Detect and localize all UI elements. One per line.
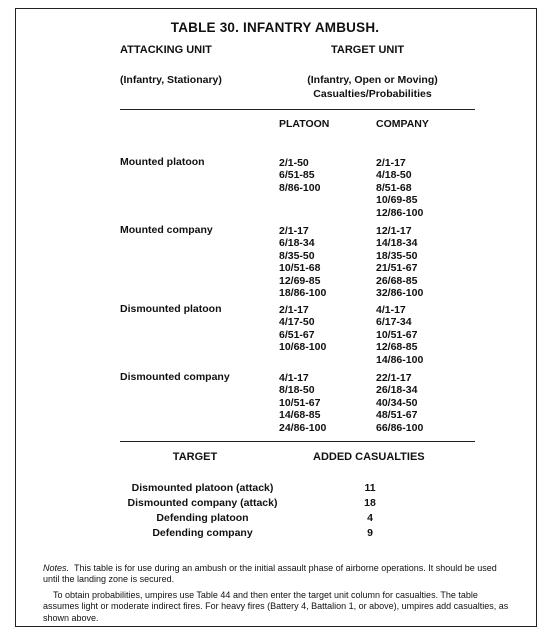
table-cell: 4/17-50 bbox=[279, 316, 315, 329]
table-cell: 10/69-85 bbox=[376, 194, 418, 207]
table-cell: 12/69-85 bbox=[279, 274, 321, 287]
added-target-label: Dismounted platoon (attack) bbox=[131, 482, 274, 494]
added-casualty-value: 18 bbox=[364, 497, 376, 509]
table-cell: 2/1-17 bbox=[279, 225, 309, 237]
added-target-label: Defending company bbox=[152, 527, 253, 539]
notes-paragraph-2: To obtain probabilities, umpires use Table 44 and then enter the target unit column for casualties. The table assumes light or moderate indirect fires. For heavy fires (Battery 4, Battalion 1, or above), umpires add casualties, as shown above. bbox=[43, 590, 509, 623]
table-cell: 18/35-50 bbox=[376, 249, 418, 262]
table-cell: 14/86-100 bbox=[376, 353, 424, 366]
table-cell: 2/1-17 bbox=[279, 304, 309, 316]
platoon-cell-group bbox=[279, 372, 326, 434]
table-cell: 48/51-67 bbox=[376, 409, 418, 422]
added-target-label: Dismounted company (attack) bbox=[127, 497, 278, 509]
column-header-company: COMPANY bbox=[376, 118, 429, 130]
table-cell: 8/86-100 bbox=[279, 181, 321, 194]
section-rule bbox=[120, 441, 475, 442]
table-cell: 26/18-34 bbox=[376, 384, 418, 397]
table-cell: 8/51-68 bbox=[376, 181, 412, 194]
table-cell: 6/18-34 bbox=[279, 237, 315, 250]
added-casualties-header: ADDED CASUALTIES bbox=[313, 451, 425, 463]
row-unit-label: Mounted company bbox=[120, 224, 213, 236]
notes-paragraph-1 bbox=[43, 563, 513, 586]
target-unit-header: TARGET UNIT bbox=[331, 44, 405, 56]
header-rule bbox=[120, 109, 475, 110]
table-cell: 6/51-67 bbox=[279, 328, 315, 341]
added-casualty-value: 4 bbox=[367, 512, 373, 524]
table-cell: 10/51-67 bbox=[279, 396, 321, 409]
target-unit-subheader-1: (Infantry, Open or Moving) bbox=[307, 74, 438, 86]
table-cell: 14/68-85 bbox=[279, 409, 321, 422]
added-casualty-value: 11 bbox=[364, 482, 376, 494]
company-cell-group bbox=[376, 304, 423, 366]
added-target-label: Defending platoon bbox=[156, 512, 249, 524]
table-cell: 8/18-50 bbox=[279, 384, 315, 397]
attacking-unit-subheader: (Infantry, Stationary) bbox=[120, 74, 222, 86]
attacking-unit-header: ATTACKING UNIT bbox=[120, 44, 212, 56]
company-cell-group bbox=[376, 157, 423, 219]
table-cell: 32/86-100 bbox=[376, 287, 424, 300]
table-cell: 10/51-68 bbox=[279, 262, 321, 275]
row-unit-label: Dismounted company bbox=[120, 371, 230, 383]
table-cell: 12/1-17 bbox=[376, 225, 412, 237]
target-unit-subheader-2: Casualties/Probabilities bbox=[313, 88, 432, 100]
table-cell: 12/68-85 bbox=[376, 341, 418, 354]
added-target-header: TARGET bbox=[172, 451, 218, 463]
table-cell: 12/86-100 bbox=[376, 206, 424, 219]
table-cell: 2/1-17 bbox=[376, 157, 406, 169]
notes-text-1: This table is for use during an ambush or the initial assault phase of airborne operations. It should be used until the landing zone is secured. bbox=[43, 563, 497, 585]
row-unit-label: Mounted platoon bbox=[120, 156, 205, 168]
table-cell: 22/1-17 bbox=[376, 372, 412, 384]
table-cell: 2/1-50 bbox=[279, 157, 309, 169]
table-cell: 24/86-100 bbox=[279, 421, 327, 434]
added-casualty-value: 9 bbox=[367, 527, 373, 539]
table-cell: 4/18-50 bbox=[376, 169, 412, 182]
table-title: TABLE 30. INFANTRY AMBUSH. bbox=[170, 20, 380, 35]
table-cell: 21/51-67 bbox=[376, 262, 418, 275]
platoon-cell-group bbox=[279, 225, 326, 299]
column-header-platoon: PLATOON bbox=[279, 118, 330, 130]
table-cell: 6/51-85 bbox=[279, 169, 315, 182]
table-cell: 4/1-17 bbox=[376, 304, 406, 316]
table-cell: 8/35-50 bbox=[279, 249, 315, 262]
table-cell: 18/86-100 bbox=[279, 287, 327, 300]
platoon-cell-group bbox=[279, 157, 320, 194]
company-cell-group bbox=[376, 225, 423, 299]
table-cell: 6/17-34 bbox=[376, 316, 412, 329]
table-cell: 4/1-17 bbox=[279, 372, 309, 384]
row-unit-label: Dismounted platoon bbox=[120, 303, 222, 315]
platoon-cell-group bbox=[279, 304, 326, 354]
table-cell: 10/68-100 bbox=[279, 341, 327, 354]
table-cell: 40/34-50 bbox=[376, 396, 418, 409]
table-cell: 26/68-85 bbox=[376, 274, 418, 287]
table-cell: 14/18-34 bbox=[376, 237, 418, 250]
notes-label: Notes. bbox=[43, 563, 70, 573]
table-cell: 10/51-67 bbox=[376, 328, 418, 341]
table-cell: 66/86-100 bbox=[376, 421, 424, 434]
company-cell-group bbox=[376, 372, 423, 434]
